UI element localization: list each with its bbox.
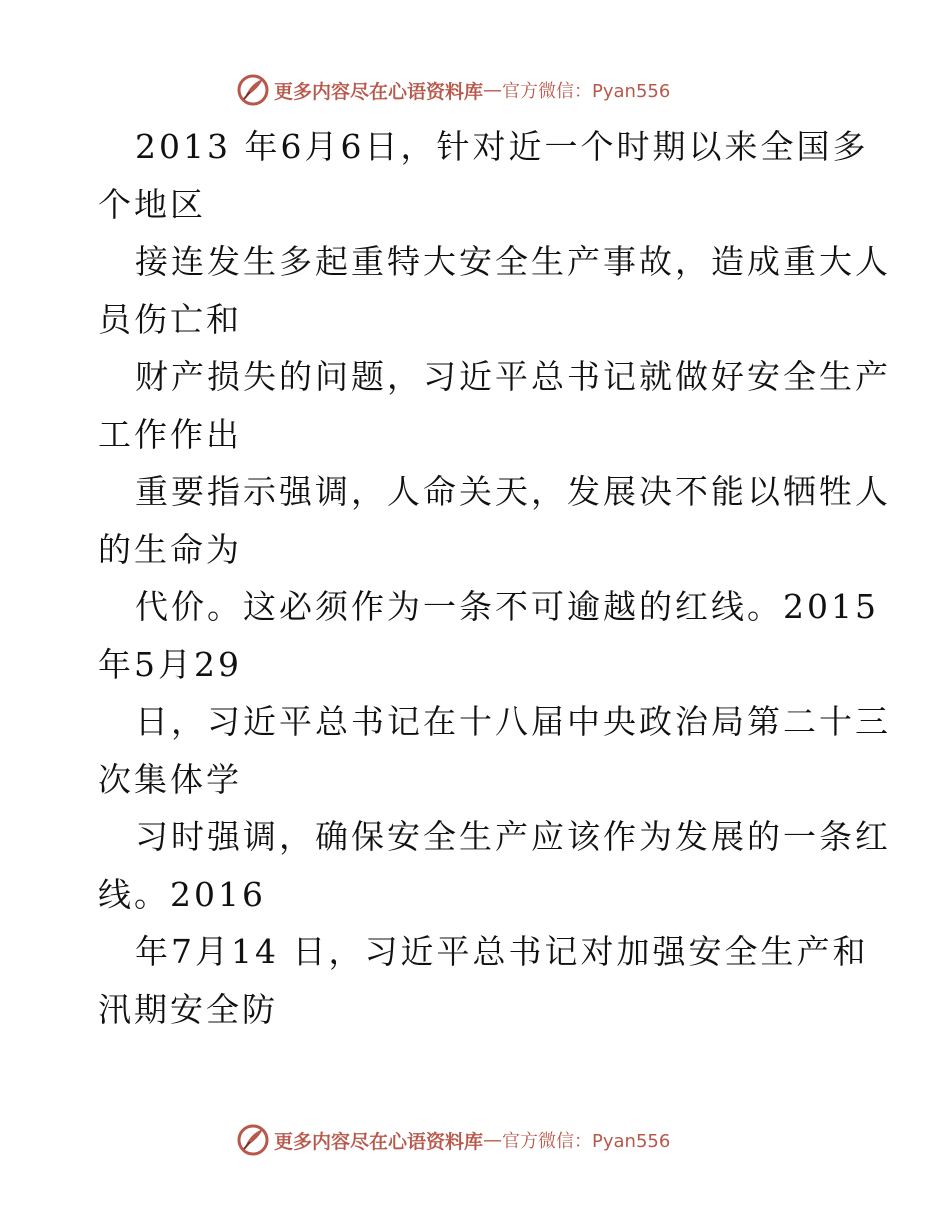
text-line: 线。2016 xyxy=(98,874,266,914)
quill-logo-icon xyxy=(236,73,270,107)
text-line: 个地区 xyxy=(98,184,206,224)
text-line: 习时强调，确保安全生产应该作为发展的一条红 xyxy=(135,817,891,856)
text-line: 日，习近平总书记在十八届中央政治局第二十三 xyxy=(135,702,891,741)
text-line: 员伤亡和 xyxy=(98,299,242,339)
text-line: 重要指示强调，人命关天，发展决不能以牺牲人 xyxy=(135,472,891,511)
text-line: 工作作出 xyxy=(98,414,242,454)
header-banner xyxy=(236,70,670,110)
text-line: 2013 年6月6日，针对近一个时期以来全国多 xyxy=(135,127,869,166)
text-line: 代价。这必须作为一条不可逾越的红线。2015 xyxy=(135,587,879,626)
banner-wechat-text: 官方微信：Pyan556 xyxy=(502,81,671,102)
text-line: 年7月14 日，习近平总书记对加强安全生产和 xyxy=(135,932,869,971)
text-line: 次集体学 xyxy=(98,759,242,799)
banner-dash: — xyxy=(483,1129,503,1151)
banner-dash: — xyxy=(483,79,503,101)
banner-wechat-text: 官方微信：Pyan556 xyxy=(502,1131,671,1152)
text-line: 接连发生多起重特大安全生产事故，造成重大人 xyxy=(135,242,891,281)
document-body xyxy=(98,118,891,1038)
text-line: 财产损失的问题，习近平总书记就做好安全生产 xyxy=(135,357,891,396)
banner-main-text: 更多内容尽在心语资料库 xyxy=(274,80,484,103)
banner-main-text: 更多内容尽在心语资料库 xyxy=(274,1130,484,1153)
text-line: 年5月29 xyxy=(98,644,242,684)
text-line: 的生命为 xyxy=(98,529,242,569)
footer-banner xyxy=(236,1120,670,1160)
quill-logo-icon xyxy=(236,1123,270,1157)
text-line: 汛期安全防 xyxy=(98,989,278,1029)
